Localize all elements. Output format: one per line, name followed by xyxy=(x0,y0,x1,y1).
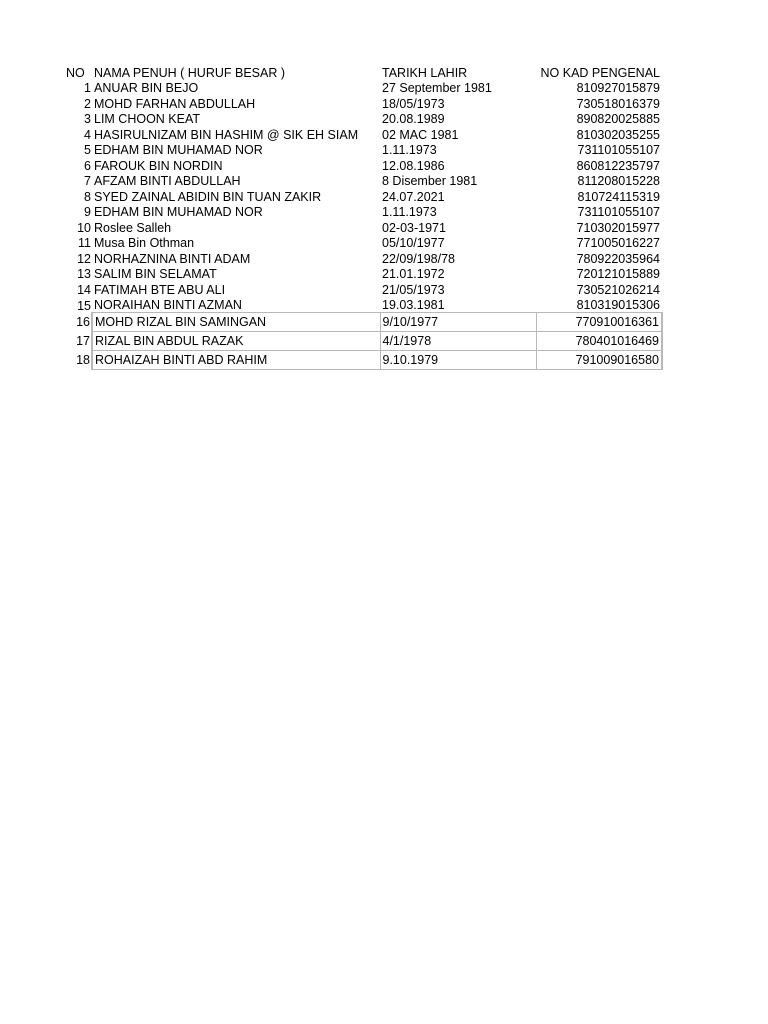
cell-dob: 4/1/1978 xyxy=(380,332,536,351)
table-row xyxy=(64,111,662,127)
cell-no: 7 xyxy=(84,174,91,188)
cell-no: 6 xyxy=(84,158,91,173)
table-row xyxy=(64,188,662,204)
table-row xyxy=(64,332,662,351)
table-row xyxy=(64,250,662,266)
cell-no: 18 xyxy=(76,353,90,367)
cell-name: RIZAL BIN ABDUL RAZAK xyxy=(92,332,380,351)
cell-ic: 770910016361 xyxy=(536,313,662,332)
cell-name: LIM CHOON KEAT xyxy=(94,112,201,126)
cell-no: 4 xyxy=(84,127,91,142)
header-dob: TARIKH LAHIR xyxy=(382,65,468,80)
cell-dob: 24.07.2021 xyxy=(382,189,445,204)
header-row xyxy=(64,64,662,80)
cell-no: 17 xyxy=(76,334,90,348)
cell-ic: 810927015879 xyxy=(576,81,660,95)
header-no: NO xyxy=(66,65,85,80)
cell-no: 8 xyxy=(84,189,91,204)
cell-name: EDHAM BIN MUHAMAD NOR xyxy=(94,143,263,157)
cell-name: EDHAM BIN MUHAMAD NOR xyxy=(94,205,263,219)
table-body xyxy=(64,80,662,370)
table-row xyxy=(64,173,662,189)
cell-dob: 1.11.1973 xyxy=(382,205,437,219)
cell-ic: 731101055107 xyxy=(577,143,660,157)
cell-dob: 21.01.1972 xyxy=(382,267,445,281)
cell-name: NORHAZNINA BINTI ADAM xyxy=(94,251,251,266)
cell-dob: 02-03-1971 xyxy=(382,220,446,235)
table-row xyxy=(64,266,662,282)
cell-dob: 19.03.1981 xyxy=(382,298,445,312)
header-ic: NO KAD PENGENAL xyxy=(540,65,660,80)
table-row xyxy=(64,313,662,332)
table-row xyxy=(64,95,662,111)
table-row xyxy=(64,204,662,220)
header-name: NAMA PENUH ( HURUF BESAR ) xyxy=(94,65,285,80)
cell-no: 5 xyxy=(84,143,91,157)
cell-name: ANUAR BIN BEJO xyxy=(94,81,199,95)
cell-ic: 771005016227 xyxy=(576,236,660,250)
table-row xyxy=(64,297,662,313)
cell-ic: 731101055107 xyxy=(577,205,660,219)
table-row xyxy=(64,126,662,142)
name-list-table xyxy=(64,64,663,370)
cell-dob: 9.10.1979 xyxy=(380,351,536,370)
cell-ic: 730521026214 xyxy=(576,282,660,297)
table-row xyxy=(64,281,662,297)
cell-name: ROHAIZAH BINTI ABD RAHIM xyxy=(92,351,380,370)
cell-dob: 8 Disember 1981 xyxy=(382,174,478,188)
cell-no: 16 xyxy=(76,315,90,329)
cell-dob: 05/10/1977 xyxy=(382,236,445,250)
cell-name: Musa Bin Othman xyxy=(94,236,195,250)
cell-dob: 18/05/1973 xyxy=(382,96,445,111)
cell-ic: 780922035964 xyxy=(576,251,660,266)
cell-dob: 20.08.1989 xyxy=(382,112,445,126)
cell-name: Roslee Salleh xyxy=(94,220,172,235)
cell-name: SALIM BIN SELAMAT xyxy=(94,267,217,281)
cell-ic: 710302015977 xyxy=(576,220,660,235)
cell-name: FATIMAH BTE ABU ALI xyxy=(94,282,226,297)
cell-no: 10 xyxy=(77,220,91,235)
cell-name: HASIRULNIZAM BIN HASHIM @ SIK EH SIAM xyxy=(94,127,359,142)
cell-no: 11 xyxy=(78,236,91,250)
cell-ic: 810724115319 xyxy=(577,189,660,204)
cell-no: 12 xyxy=(77,251,91,266)
table-row xyxy=(64,351,662,370)
cell-name: SYED ZAINAL ABIDIN BIN TUAN ZAKIR xyxy=(94,189,322,204)
cell-no: 2 xyxy=(84,96,91,111)
cell-ic: 720121015889 xyxy=(576,267,660,281)
cell-dob: 9/10/1977 xyxy=(380,313,536,332)
cell-ic: 730518016379 xyxy=(576,96,660,111)
table-row xyxy=(64,219,662,235)
table-row xyxy=(64,235,662,251)
cell-no: 13 xyxy=(77,267,91,281)
cell-ic: 791009016580 xyxy=(536,351,662,370)
cell-ic: 811208015228 xyxy=(577,174,660,188)
cell-no: 14 xyxy=(77,282,91,297)
cell-dob: 21/05/1973 xyxy=(382,282,445,297)
cell-dob: 27 September 1981 xyxy=(382,81,492,95)
table-row xyxy=(64,80,662,96)
cell-no: 9 xyxy=(84,205,91,219)
cell-dob: 22/09/198/78 xyxy=(382,251,455,266)
cell-dob: 02 MAC 1981 xyxy=(382,127,459,142)
cell-name: NORAIHAN BINTI AZMAN xyxy=(94,298,242,312)
cell-name: AFZAM BINTI ABDULLAH xyxy=(94,174,241,188)
cell-dob: 12.08.1986 xyxy=(382,158,445,173)
cell-ic: 890820025885 xyxy=(576,112,660,126)
table-row xyxy=(64,157,662,173)
cell-dob: 1.11.1973 xyxy=(382,143,437,157)
cell-no: 15 xyxy=(77,298,91,313)
cell-ic: 860812235797 xyxy=(576,158,660,173)
cell-ic: 810302035255 xyxy=(576,127,660,142)
cell-name: MOHD RIZAL BIN SAMINGAN xyxy=(92,313,380,332)
cell-name: FAROUK BIN NORDIN xyxy=(94,158,223,173)
spreadsheet-sheet xyxy=(64,64,664,370)
cell-no: 1 xyxy=(84,81,91,95)
cell-name: MOHD FARHAN ABDULLAH xyxy=(94,96,256,111)
cell-no: 3 xyxy=(84,112,91,126)
cell-ic: 780401016469 xyxy=(536,332,662,351)
cell-ic: 810319015306 xyxy=(576,298,660,312)
table-row xyxy=(64,142,662,158)
